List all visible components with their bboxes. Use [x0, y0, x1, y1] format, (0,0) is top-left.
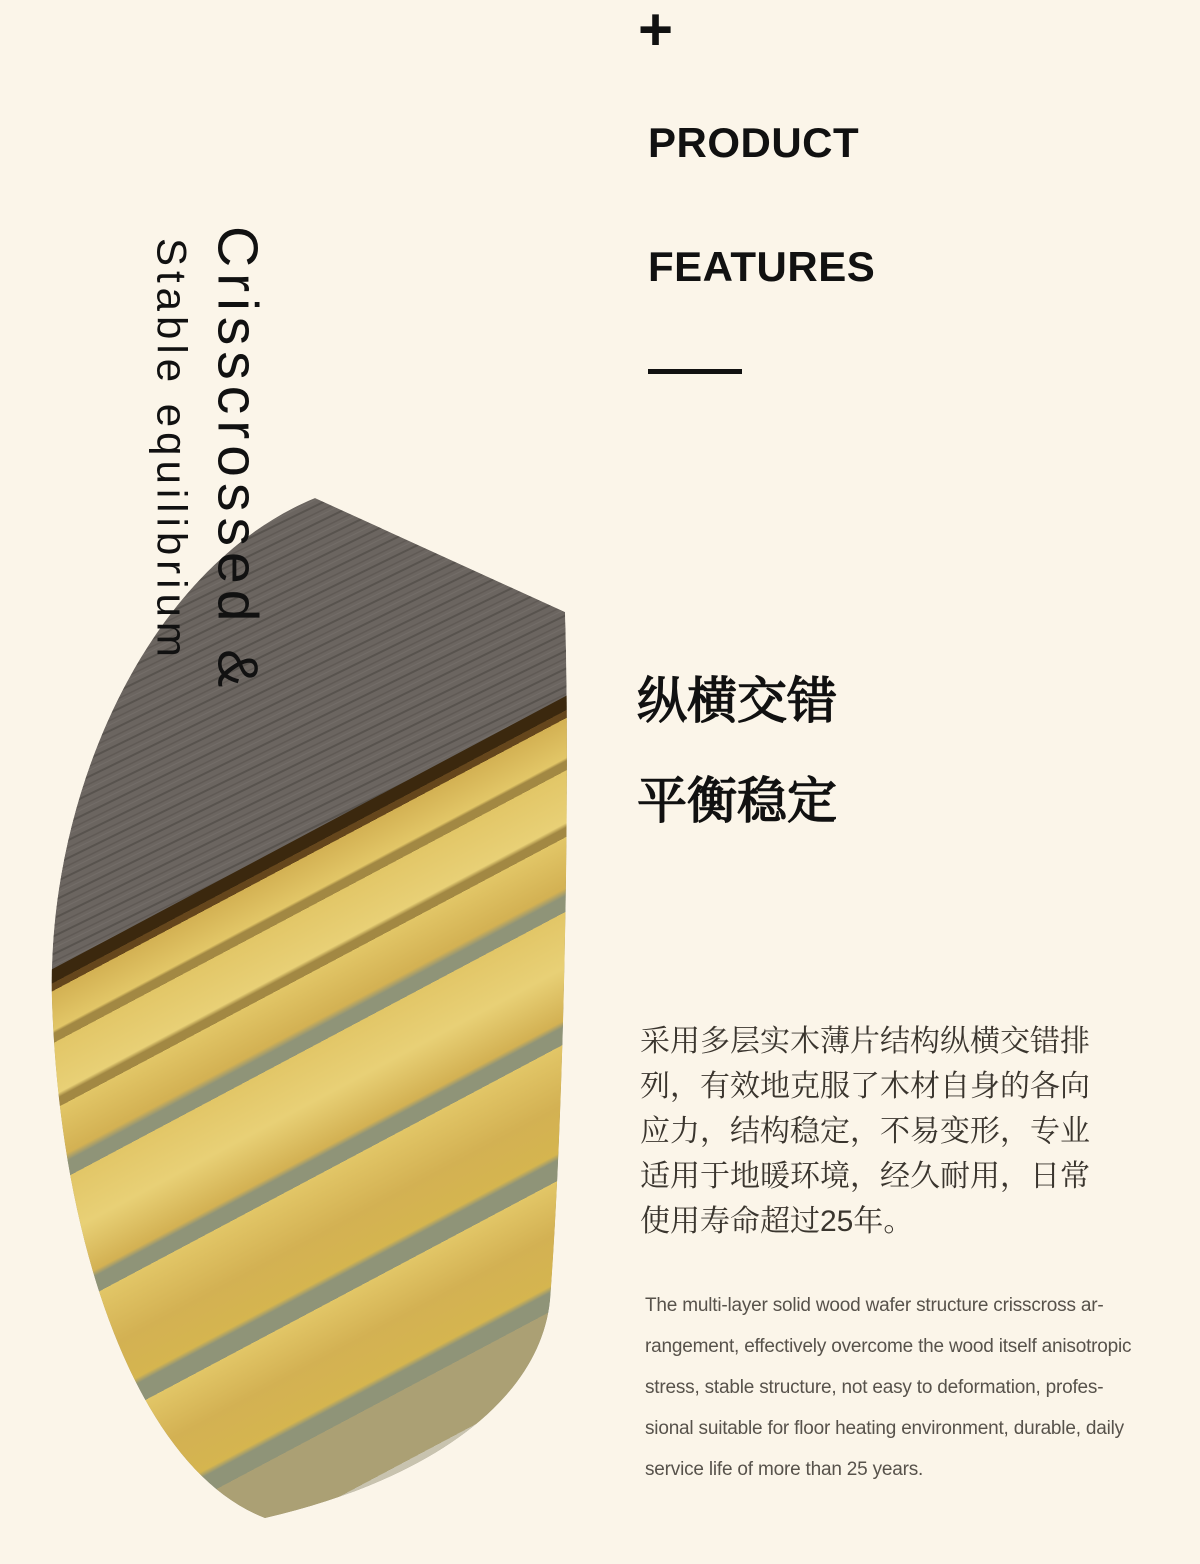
heading-divider-line [648, 369, 742, 374]
vertical-tagline-line2: Stable equilibrium [148, 238, 196, 662]
feature-headline-zh: 纵横交错 平衡稳定 [637, 673, 837, 829]
feature-body-en: The multi-layer solid wood wafer structure crisscross ar- rangement, effectively overcome the wood itself anisotropic stress, stable structure, not easy to deformation, profes- sional suitable for floor heating environment, durable, daily service life of more than 25 years. [645, 1295, 1132, 1480]
vertical-tagline-line1: Crisscrossed & [205, 226, 270, 694]
plus-decoration: + [638, 0, 674, 63]
feature-body-zh: 采用多层实木薄片结构纵横交错排 列，有效地克服了木材自身的各向 应力，结构稳定，不易变形，专业 适用于地暖环境，经久耐用，日常 使用寿命超过25年。 [640, 1025, 1090, 1238]
section-title: PRODUCT FEATURES [648, 119, 876, 290]
